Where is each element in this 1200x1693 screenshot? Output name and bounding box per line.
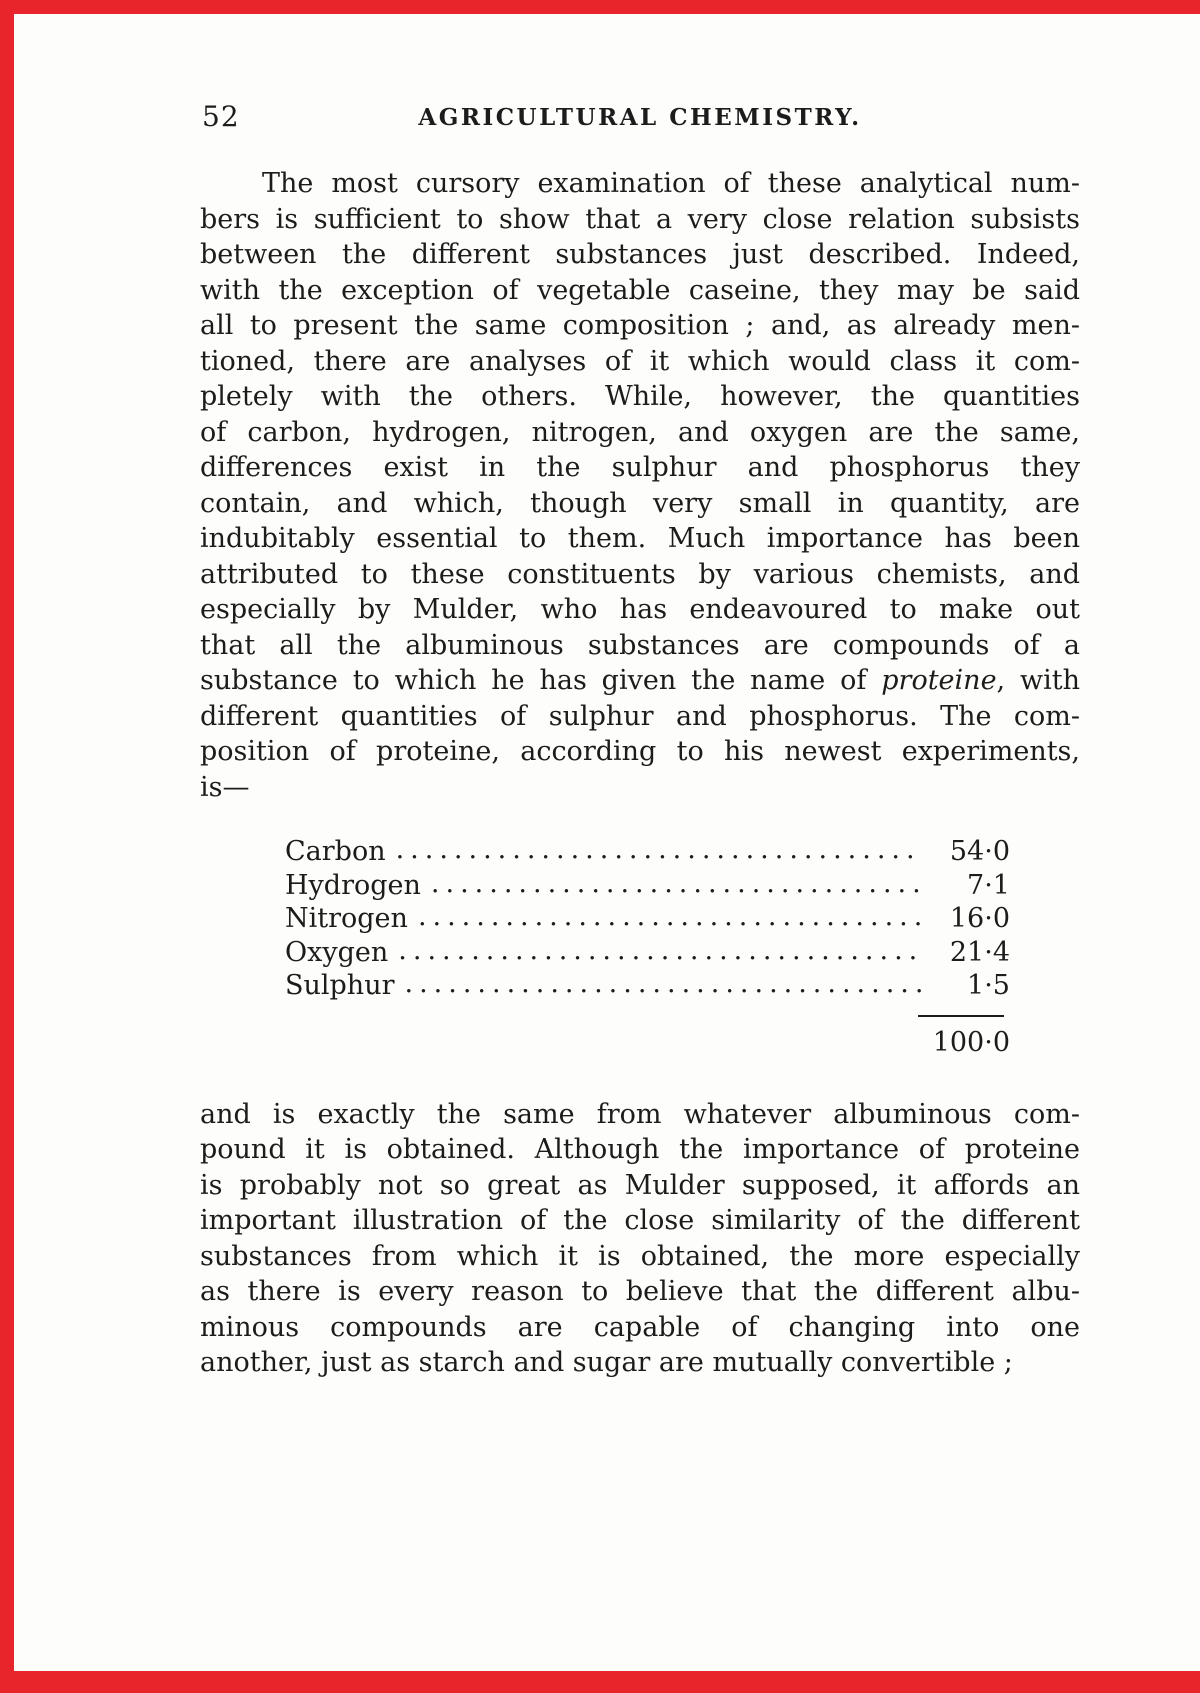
text-line: The most cursory examination of these analytical num- [262,168,1080,199]
running-title: AGRICULTURAL CHEMISTRY. [418,104,862,131]
text-line: another, just as starch and sugar are mutually convertible ; [200,1347,1013,1378]
element-name: Sulphur [285,970,395,1001]
text-line: indubitably essential to them. Much importance has been [200,523,1080,554]
dot-leader [398,934,922,968]
total-rule [918,1015,1004,1017]
text-line: all to present the same composition ; and, as already men- [200,310,1080,341]
table-row [285,902,1010,936]
text-line: is probably not so great as Mulder supposed, it affords an [200,1169,1080,1201]
text-line: attributed to these constituents by various chemists, and [200,558,1080,590]
text-line: tioned, there are analyses of it which would class it com- [200,345,1080,377]
text-line: important illustration of the close similarity of the different [200,1205,1080,1236]
table-row [285,835,1010,869]
element-value: 21·4 [949,936,1010,968]
red-border-left [0,0,14,1693]
text-segment: , with [996,665,1080,696]
text-line: as there is every reason to believe that the different albu- [200,1276,1080,1307]
text-line: pletely with the others. While, however, the quantities [200,381,1080,412]
text-line: substances from which it is obtained, the more especially [200,1240,1080,1272]
paragraph-2 [200,1097,1080,1381]
total-value: 100·0 [932,1026,1010,1058]
element-name: Oxygen [285,936,389,968]
element-name: Hydrogen [285,869,421,901]
text-line: is— [200,771,250,803]
text-line: and is exactly the same from whatever albuminous com- [200,1098,1080,1130]
text-segment: substance to which he has given the name of [200,665,882,696]
text-line: of carbon, hydrogen, nitrogen, and oxygen are the same, [200,416,1080,448]
table-total [200,1015,1010,1063]
text-line: that all the albuminous substances are compounds of a [200,629,1080,661]
element-value: 1·5 [967,970,1010,1001]
element-value: 16·0 [949,903,1010,934]
page-header [200,100,1080,136]
red-border-bottom [0,1671,1200,1693]
dot-leader [418,900,922,934]
page-number: 52 [202,100,240,133]
dot-leader [405,967,923,1001]
text-line: pound it is obtained. Although the importance of proteine [200,1134,1080,1165]
element-value: 54·0 [949,836,1010,867]
text-line: differences exist in the sulphur and phosphorus they [200,452,1080,483]
text-line: minous compounds are capable of changing into one [200,1311,1080,1343]
italic-term-proteine: proteine [881,665,997,696]
table-row [285,869,1010,903]
text-line [200,663,1080,699]
dot-leader [431,867,922,901]
text-line: contain, and which, though very small in quantity, are [200,487,1080,519]
text-line: with the exception of vegetable caseine, they may be said [200,274,1080,306]
text-line: especially by Mulder, who has endeavoured to make out [200,594,1080,625]
dot-leader [396,833,922,867]
element-value: 7·1 [967,869,1010,901]
paragraph-1 [200,166,1080,805]
table-row [285,969,1010,1003]
text-line: bers is sufficient to show that a very close relation subsists [200,203,1080,235]
text-line: between the different substances just described. Indeed, [200,239,1080,270]
element-name: Carbon [285,836,386,867]
table-row [285,936,1010,970]
book-page [200,0,1080,1381]
text-line: position of proteine, according to his newest experiments, [200,736,1080,767]
text-line: different quantities of sulphur and phosphorus. The com- [200,700,1080,732]
composition-table [200,835,1080,1003]
element-name: Nitrogen [285,903,408,934]
